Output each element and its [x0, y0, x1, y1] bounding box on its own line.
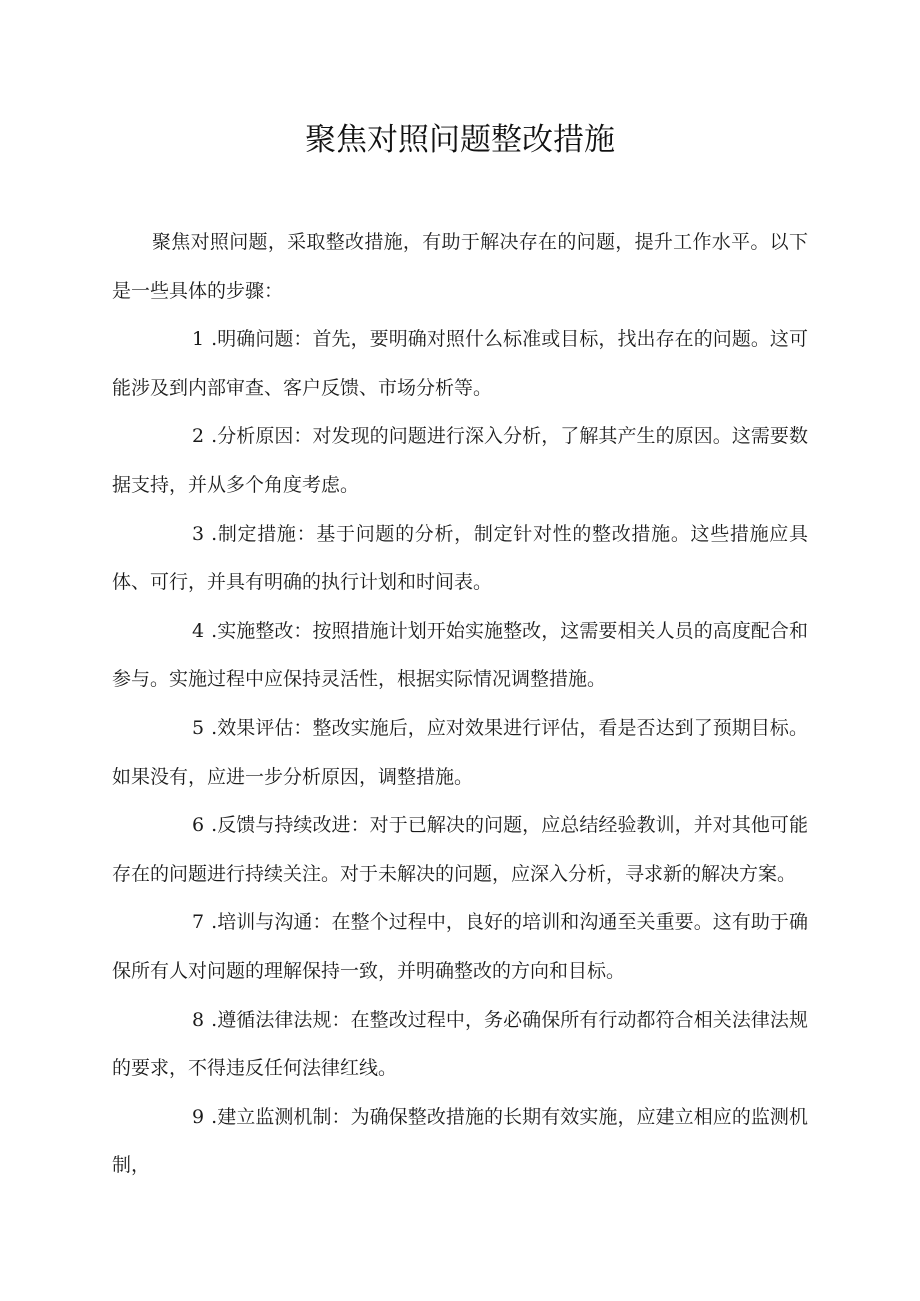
item-text: .建立监测机制：为确保整改措施的长期有效实施，应建立相应的监测机制，: [112, 1105, 808, 1177]
item-number: 8: [192, 1008, 205, 1031]
item-number: 9: [192, 1105, 205, 1128]
item-text: .遵循法律法规：在整改过程中，务必确保所有行动都符合相关法律法规的要求，不得违反任何法律红线。: [112, 1008, 808, 1080]
item-text: .培训与沟通：在整个过程中，良好的培训和沟通至关重要。这有助于确保所有人对问题的理解保持一致，并明确整改的方向和目标。: [112, 911, 808, 982]
list-item: [112, 315, 808, 412]
item-number: 1: [192, 328, 205, 351]
list-item: [112, 801, 808, 898]
list-item: [112, 510, 808, 607]
item-text: .实施整改：按照措施计划开始实施整改，这需要相关人员的高度配合和参与。实施过程中应保持灵活性，根据实际情况调整措施。: [112, 619, 808, 691]
item-number: 5: [192, 716, 205, 739]
list-item: [112, 1093, 808, 1190]
list-item: [112, 412, 808, 509]
item-text: .明确问题：首先，要明确对照什么标准或目标，找出存在的问题。这可能涉及到内部审查、客户反馈、市场分析等。: [112, 328, 808, 399]
item-number: 2: [192, 425, 205, 448]
item-number: 6: [192, 814, 205, 837]
item-number: 4: [192, 619, 205, 642]
item-text: .制定措施：基于问题的分析，制定针对性的整改措施。这些措施应具体、可行，并具有明确的执行计划和时间表。: [112, 522, 808, 594]
document-title: 聚焦对照问题整改措施: [305, 122, 615, 158]
intro-paragraph: 聚焦对照问题，采取整改措施，有助于解决存在的问题，提升工作水平。以下是一些具体的步骤：: [112, 231, 808, 302]
item-text: .反馈与持续改进：对于已解决的问题，应总结经验教训，并对其他可能存在的问题进行持续关注。对于未解决的问题，应深入分析，寻求新的解决方案。: [112, 814, 808, 885]
item-number: 3: [192, 522, 205, 545]
list-item: [112, 996, 808, 1093]
list-item: [112, 898, 808, 995]
list-item: [112, 607, 808, 704]
list-item: [112, 704, 808, 801]
item-text: .分析原因：对发现的问题进行深入分析，了解其产生的原因。这需要数据支持，并从多个角度考虑。: [112, 425, 808, 496]
item-number: 7: [192, 911, 205, 934]
document-body: [112, 218, 808, 1190]
item-text: .效果评估：整改实施后，应对效果进行评估，看是否达到了预期目标。如果没有，应进一步分析原因，调整措施。: [112, 716, 808, 788]
